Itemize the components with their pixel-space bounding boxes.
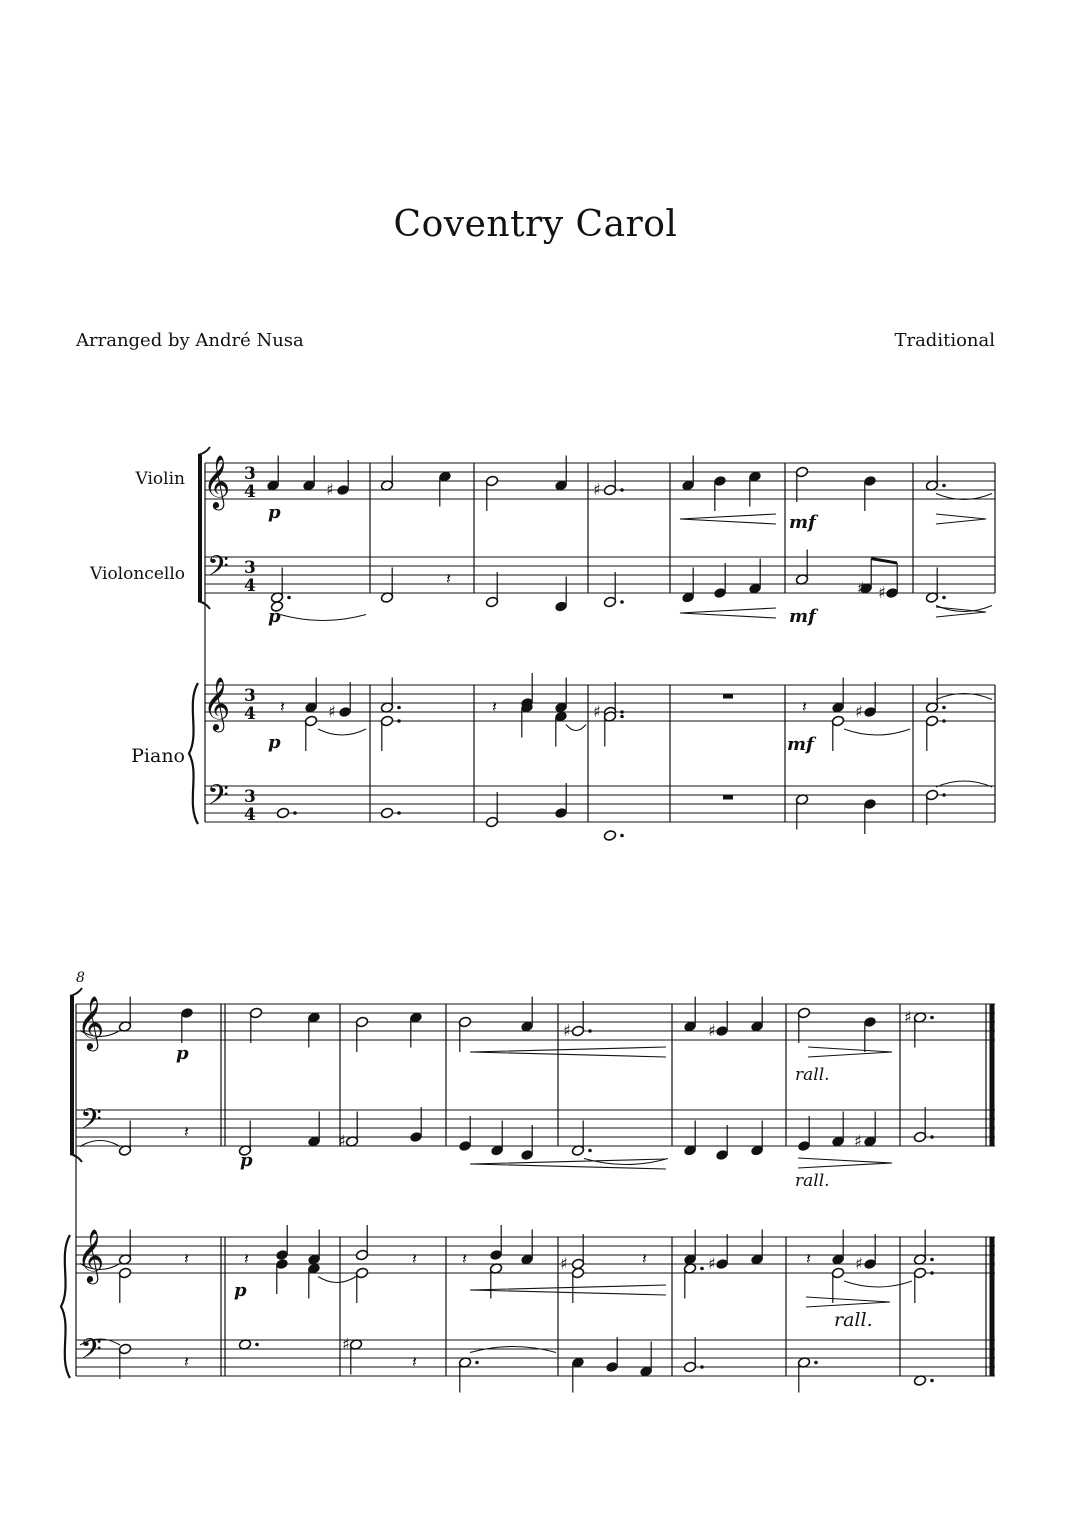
sharp-icon: ♯ <box>708 1021 716 1040</box>
tie <box>844 1281 912 1287</box>
dynamic-p: p <box>268 502 281 523</box>
augmentation-dot <box>588 1029 592 1033</box>
decrescendo-hairpin <box>936 514 986 524</box>
crescendo-hairpin <box>470 1047 666 1057</box>
sharp-icon: ♯ <box>328 702 336 721</box>
note-head <box>276 807 289 819</box>
augmentation-dot <box>620 834 624 838</box>
augmentation-dot <box>942 793 946 797</box>
time-signature-top: 3 <box>244 464 256 484</box>
tie <box>318 729 366 735</box>
tie <box>566 725 586 731</box>
piano-brace <box>61 1235 70 1378</box>
augmentation-dot <box>814 1361 818 1365</box>
sharp-icon: ♯ <box>593 702 601 721</box>
decrescendo-hairpin <box>798 1158 892 1168</box>
quarter-rest-icon: 𝄽 <box>244 1249 249 1268</box>
time-signature-bottom: 4 <box>244 576 256 596</box>
sharp-icon: ♯ <box>854 1131 862 1151</box>
note-head <box>603 830 616 842</box>
tie <box>318 1277 356 1283</box>
augmentation-dot <box>293 811 297 815</box>
quarter-rest-icon: 𝄽 <box>184 1249 189 1268</box>
crescendo-hairpin <box>680 608 776 618</box>
time-signature-bottom: 4 <box>244 704 256 724</box>
dynamic-mf: mf <box>789 606 816 627</box>
sharp-icon: ♯ <box>563 1021 571 1040</box>
sharp-icon: ♯ <box>593 480 601 499</box>
augmentation-dot <box>942 706 946 710</box>
quarter-rest-icon: 𝄽 <box>412 1249 417 1268</box>
augmentation-dot <box>700 1267 704 1271</box>
rall-marking: rall. <box>834 1309 873 1331</box>
notes <box>118 456 945 1393</box>
sharp-icon: ♯ <box>878 583 886 602</box>
time-signature-top: 3 <box>244 686 256 706</box>
dynamic-p: p <box>268 606 281 627</box>
augmentation-dot <box>397 719 401 723</box>
augmentation-dot <box>930 1016 934 1020</box>
instrument-label-violin: Violin <box>135 469 185 489</box>
tie <box>936 606 992 612</box>
dynamic-mf: mf <box>787 734 814 755</box>
augmentation-dot <box>397 811 401 815</box>
treble-clef-icon: 𝄞 <box>203 454 231 508</box>
decrescendo-hairpin <box>808 1047 892 1057</box>
augmentation-dot <box>942 596 946 600</box>
rall-marking: rall. <box>795 1171 830 1191</box>
augmentation-dot <box>942 719 946 723</box>
quarter-rest-icon: 𝄽 <box>642 1249 647 1268</box>
quarter-rest-icon: 𝄽 <box>184 1122 189 1141</box>
treble-clef-icon: 𝄞 <box>77 1228 105 1282</box>
augmentation-dot <box>620 710 624 714</box>
bracket-hook <box>198 601 210 609</box>
bass-clef-icon: 𝄢 <box>207 779 229 819</box>
sharp-icon: ♯ <box>855 1254 863 1273</box>
crescendo-hairpin <box>680 514 776 524</box>
time-signature-top: 3 <box>244 787 256 807</box>
sharp-icon: ♯ <box>326 480 334 499</box>
quarter-rest-icon: 𝄽 <box>462 1249 467 1268</box>
score-title: Coventry Carol <box>393 204 678 245</box>
augmentation-dot <box>930 1271 934 1275</box>
quarter-rest-icon: 𝄽 <box>802 697 807 716</box>
augmentation-dot <box>588 1149 592 1153</box>
tie <box>844 729 910 735</box>
bass-clef-icon: 𝄢 <box>80 1103 102 1143</box>
dynamic-p: p <box>268 732 281 753</box>
eighth-beam <box>871 559 897 564</box>
augmentation-dot <box>930 1258 934 1262</box>
instrument-label-cello: Violoncello <box>90 564 185 584</box>
augmentation-dot <box>620 488 624 492</box>
time-signature-bottom: 4 <box>244 805 256 825</box>
augmentation-dot <box>942 484 946 488</box>
bass-clef-icon: 𝄢 <box>80 1333 102 1373</box>
quarter-rest-icon: 𝄽 <box>806 1249 811 1268</box>
quarter-rest-icon: 𝄽 <box>184 1352 189 1371</box>
quarter-rest-icon: 𝄽 <box>412 1352 417 1371</box>
dynamic-p: p <box>176 1043 189 1064</box>
note-head <box>380 807 393 819</box>
composer-credit: Traditional <box>894 330 995 351</box>
whole-rest-icon <box>723 795 733 800</box>
dynamic-p: p <box>240 1150 253 1171</box>
augmentation-dot <box>620 715 624 719</box>
sharp-icon: ♯ <box>855 702 863 721</box>
augmentation-dot <box>620 600 624 604</box>
time-signature-bottom: 4 <box>244 482 256 502</box>
sharp-icon: ♯ <box>560 1254 568 1273</box>
staff-lines <box>76 463 995 1376</box>
rall-marking: rall. <box>795 1065 830 1085</box>
sharp-icon: ♯ <box>708 1254 716 1273</box>
treble-clef-icon: 𝄞 <box>203 676 231 730</box>
augmentation-dot <box>930 1379 934 1383</box>
sharp-icon: ♯ <box>904 1007 912 1027</box>
augmentation-dot <box>397 706 401 710</box>
bass-clef-icon: 𝄢 <box>207 550 229 590</box>
augmentation-dot <box>287 596 291 600</box>
sharp-icon: ♯ <box>338 1131 346 1151</box>
sharp-icon: ♯ <box>857 578 865 598</box>
time-signature-top: 3 <box>244 558 256 578</box>
dynamic-p: p <box>234 1280 247 1301</box>
whole-rest-icon <box>723 694 733 699</box>
augmentation-dot <box>475 1361 479 1365</box>
augmentation-dot <box>255 1343 259 1347</box>
sharp-icon: ♯ <box>342 1334 350 1354</box>
measure-number: 8 <box>76 970 85 986</box>
dynamic-mf: mf <box>789 512 816 533</box>
augmentation-dot <box>930 1135 934 1139</box>
arranger-credit: Arranged by André Nusa <box>76 330 304 351</box>
tie <box>280 615 366 621</box>
quarter-rest-icon: 𝄽 <box>446 569 451 588</box>
augmentation-dot <box>700 1365 704 1369</box>
quarter-rest-icon: 𝄽 <box>280 697 285 716</box>
piano-brace <box>189 683 198 824</box>
crescendo-hairpin <box>470 1285 666 1295</box>
instrument-label-piano: Piano <box>131 745 185 767</box>
treble-clef-icon: 𝄞 <box>77 995 105 1049</box>
quarter-rest-icon: 𝄽 <box>492 697 497 716</box>
decrescendo-hairpin <box>806 1297 890 1307</box>
